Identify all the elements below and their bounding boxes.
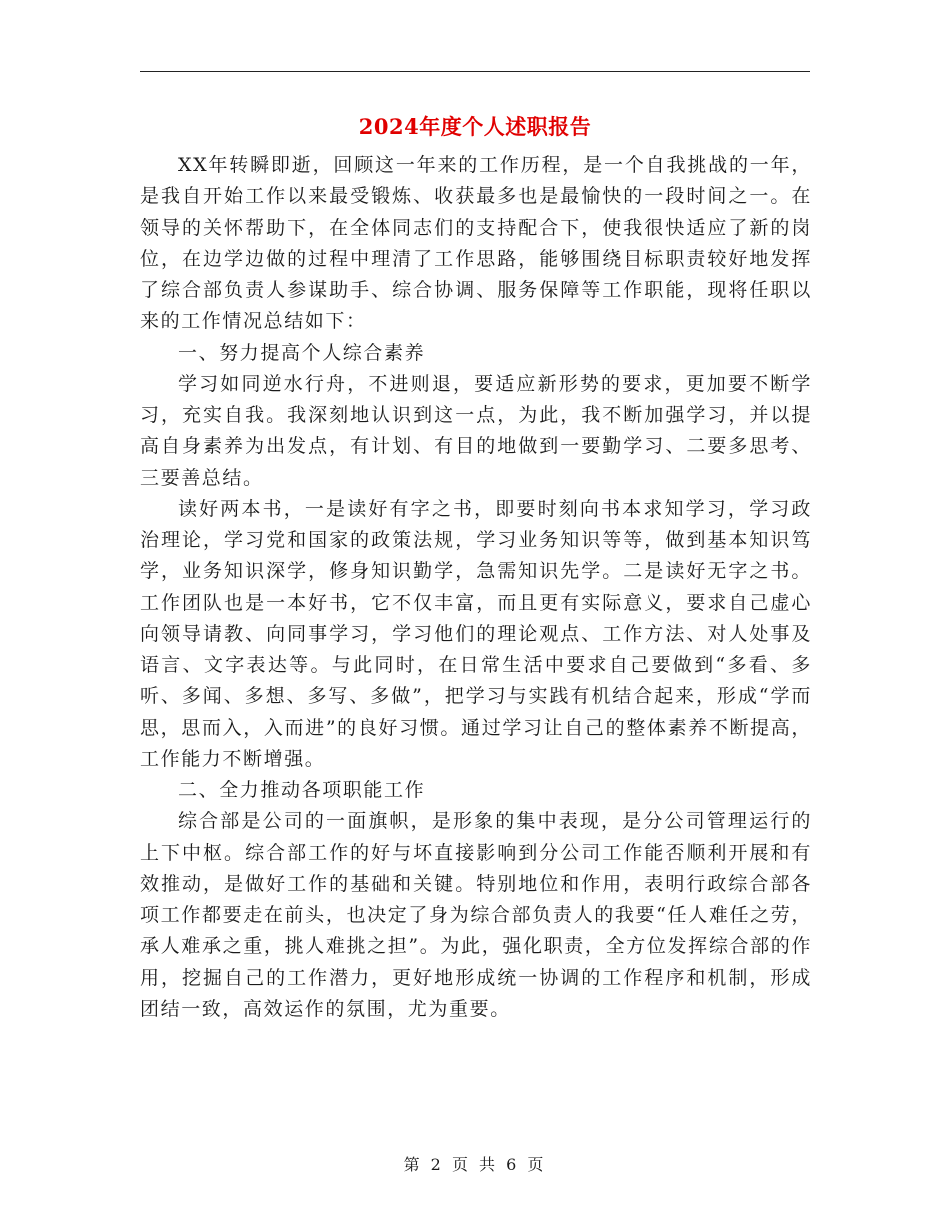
page-number-footer: 第 2 页 共 6 页 — [403, 1155, 547, 1174]
paragraph-study: 学习如同逆水行舟，不进则退，要适应新形势的要求，更加要不断学习，充实自我。我深刻地认识到这一点，为此，我不断加强学习，并以提高自身素养为出发点，有计划、有目的地做到一要勤学习、二要多思考、三要善总结。 — [140, 372, 812, 489]
section-heading-1: 一、努力提高个人综合素养 — [178, 341, 426, 364]
section-heading-2: 二、全力推动各项职能工作 — [178, 779, 426, 801]
document-body — [140, 150, 812, 1025]
paragraph-department: 综合部是公司的一面旗帜，是形象的集中表现，是分公司管理运行的上下中枢。综合部工作的好与坏直接影响到分公司工作能否顺利开展和有效推动，是做好工作的基础和关键。特别地位和作用，表明行政综合部各项工作都要走在前头，也决定了身为综合部负责人的我要“任人难任之劳，承人难承之重，挑人难挑之担”。为此，强化职责，全方位发挥综合部的作用，挖掘自己的工作潜力，更好地形成统一协调的工作程序和机制，形成团结一致，高效运作的氛围，尤为重要。 — [140, 810, 812, 1020]
paragraph-intro: XX年转瞬即逝，回顾这一年来的工作历程，是一个自我挑战的一年，是我自开始工作以来最受锻炼、收获最多也是最愉快的一段时间之一。在领导的关怀帮助下，在全体同志们的支持配合下，使我很快适应了新的岗位，在边学边做的过程中理清了工作思路，能够围绕目标职责较好地发挥了综合部负责人参谋助手、综合协调、服务保障等工作职能，现将任职以来的工作情况总结如下： — [140, 154, 812, 333]
header-rule — [140, 71, 810, 72]
paragraph-two-books: 读好两本书，一是读好有字之书，即要时刻向书本求知学习，学习政治理论，学习党和国家的政策法规，学习业务知识等等，做到基本知识笃学，业务知识深学，修身知识勤学，急需知识先学。二是读好无字之书。工作团队也是一本好书，它不仅丰富，而且更有实际意义，要求自己虚心向领导请教、向同事学习，学习他们的理论观点、工作方法、对人处事及语言、文字表达等。与此同时，在日常生活中要求自己要做到“多看、多听、多闻、多想、多写、多做”，把学习与实践有机结合起来，形成“学而思，思而入，入而进”的良好习惯。通过学习让自己的整体素养不断提高，工作能力不断增强。 — [140, 497, 812, 770]
document-title: 2024年度个人述职报告 — [358, 114, 592, 139]
